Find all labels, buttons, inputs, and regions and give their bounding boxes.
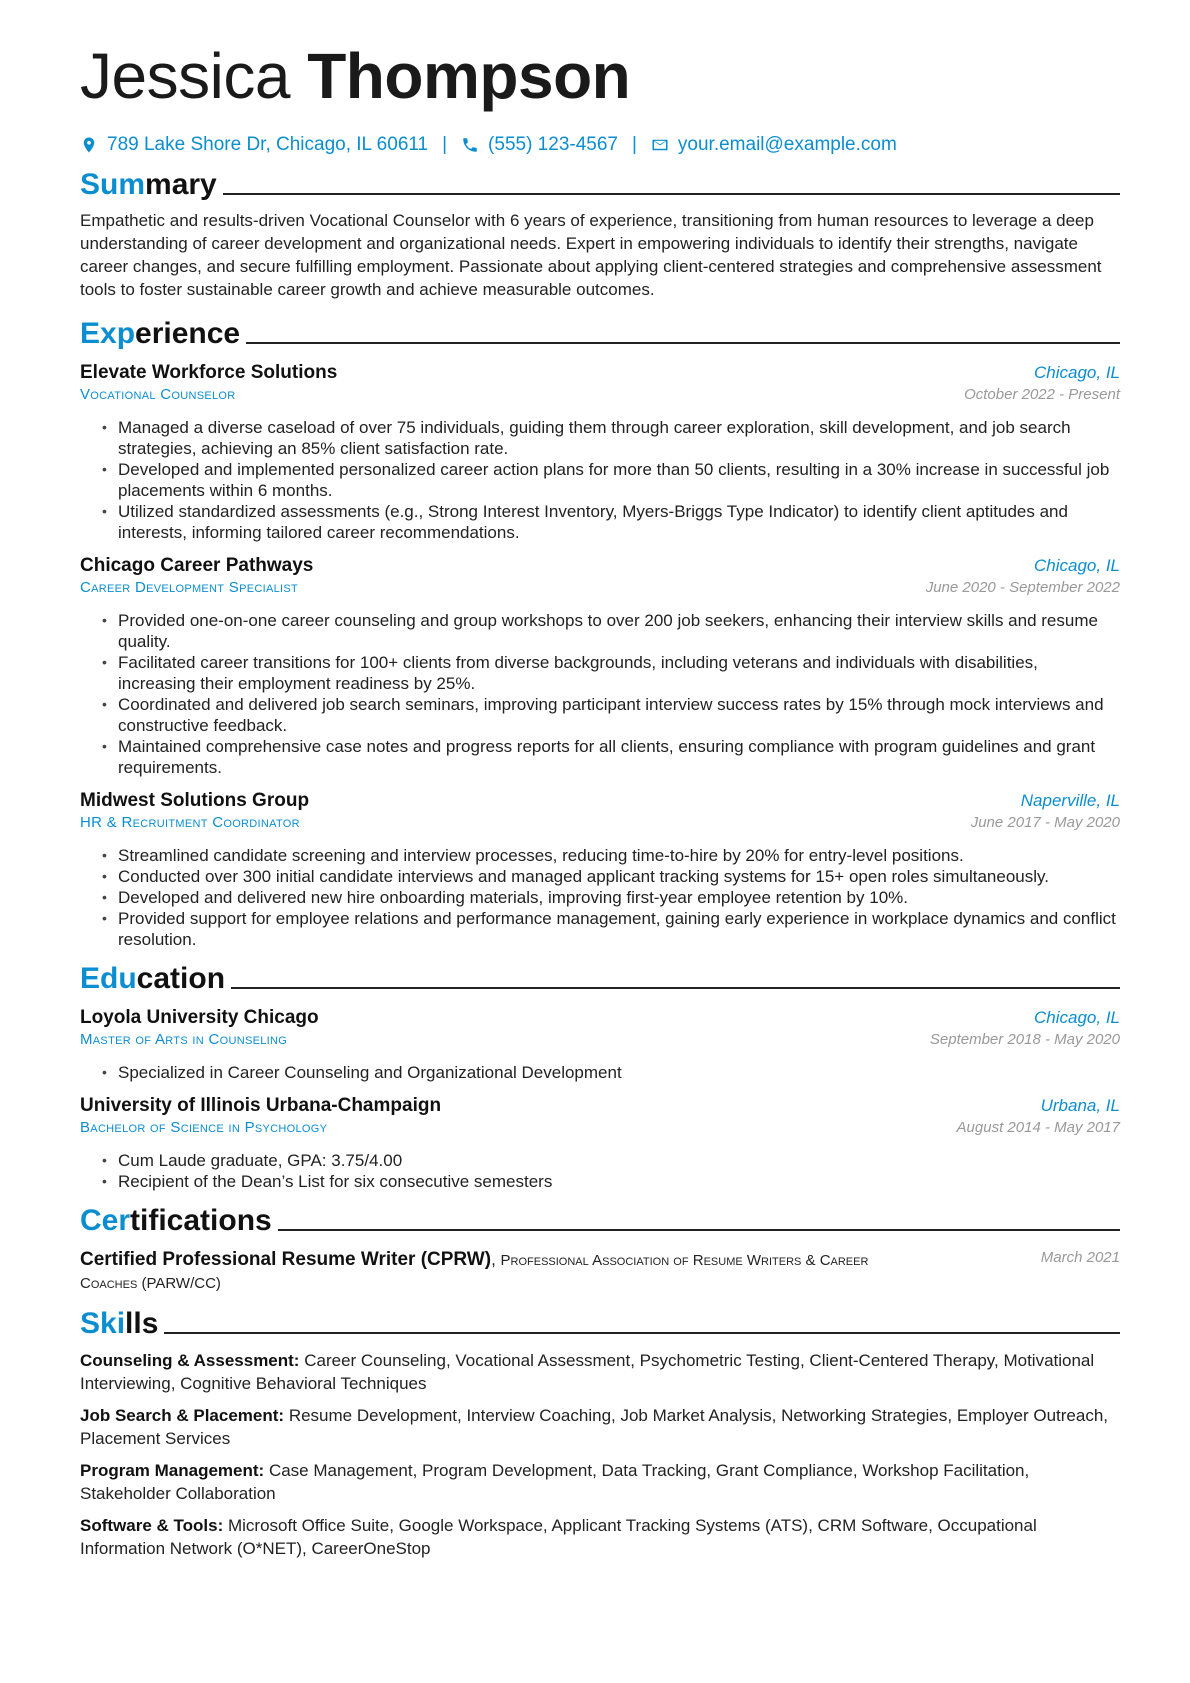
certification-issuer: Professional Association of Resume Writers & Career Coaches (PARW/CC) bbox=[80, 1252, 869, 1292]
education-heading: Education bbox=[80, 962, 226, 995]
skill-row bbox=[80, 1349, 1120, 1395]
skill-values: Career Counseling, Vocational Assessment, Psychometric Testing, Client-Centered Therapy, Motivational Interviewing, Cognitive Behavioral Techniques bbox=[80, 1351, 1095, 1393]
email-link[interactable]: your.email@example.com bbox=[677, 134, 897, 155]
skill-row bbox=[80, 1514, 1120, 1560]
phone-item[interactable] bbox=[461, 134, 618, 156]
education-section-heading bbox=[80, 962, 1120, 995]
bullet-item: • Provided support for employee relations and performance management, gaining early experience in workplace dynamics and conflict resolution. bbox=[118, 908, 1120, 950]
entry-dates: June 2020 - September 2022 bbox=[925, 579, 1120, 596]
entry-header bbox=[80, 362, 1120, 384]
education-entry bbox=[80, 1095, 1120, 1192]
entry-subheader bbox=[80, 814, 1120, 831]
experience-section-heading bbox=[80, 317, 1120, 350]
entry-bullets bbox=[80, 1150, 1120, 1192]
summary-text: Empathetic and results-driven Vocational Counselor with 6 years of experience, transitioning from human resources to leverage a deep understanding of career development and organizational needs. Expert in empowering individuals to identify their strengths, navigate career changes, and secure fulfilling employment. Passionate about applying client-centered strategies and comprehensive assessment tools to foster sustainable career growth and achieve measurable outcomes. bbox=[80, 211, 1102, 299]
entry-dates: September 2018 - May 2020 bbox=[929, 1031, 1120, 1048]
organization-name: Midwest Solutions Group bbox=[80, 790, 310, 811]
bullet-item: • Facilitated career transitions for 100+ clients from diverse backgrounds, including veterans and individuals with disabilities, increasing their employment readiness by 25%. bbox=[118, 652, 1120, 694]
section-rule bbox=[164, 1332, 1120, 1334]
contact-line bbox=[80, 134, 1120, 156]
entry-bullets bbox=[80, 1062, 1120, 1083]
skill-row bbox=[80, 1404, 1120, 1450]
section-rule bbox=[223, 193, 1120, 195]
organization-name: Chicago Career Pathways bbox=[80, 555, 314, 576]
entry-header bbox=[80, 1095, 1120, 1117]
contact-separator: | bbox=[631, 134, 637, 155]
experience-entry bbox=[80, 790, 1120, 950]
bullet-item: • Managed a diverse caseload of over 75 individuals, guiding them through career exploration, skill development, and job search strategies, achieving an 85% client satisfaction rate. bbox=[118, 417, 1120, 459]
phone-text: (555) 123-4567 bbox=[488, 134, 618, 155]
entry-role: Master of Arts in Counseling bbox=[80, 1031, 288, 1048]
entry-bullets bbox=[80, 610, 1120, 778]
experience-entry bbox=[80, 555, 1120, 778]
skills-heading: Skills bbox=[80, 1307, 159, 1340]
skill-values: Resume Development, Interview Coaching, Job Market Analysis, Networking Strategies, Employer Outreach, Placement Services bbox=[80, 1406, 1109, 1448]
bullet-item: • Recipient of the Dean’s List for six consecutive semesters bbox=[118, 1171, 1120, 1192]
entry-role: Vocational Counselor bbox=[80, 386, 236, 403]
candidate-name bbox=[80, 40, 1120, 112]
email-item[interactable] bbox=[651, 134, 897, 156]
organization-name: Loyola University Chicago bbox=[80, 1007, 319, 1028]
experience-list bbox=[80, 362, 1120, 950]
entry-role: HR & Recruitment Coordinator bbox=[80, 814, 300, 831]
education-entry bbox=[80, 1007, 1120, 1083]
bullet-item: • Utilized standardized assessments (e.g., Strong Interest Inventory, Myers-Briggs Type Indicator) to identify client aptitudes and interests, informing tailored career recommendations. bbox=[118, 501, 1120, 543]
bullet-item: • Developed and implemented personalized career action plans for more than 50 clients, resulting in a 30% increase in successful job placements within 6 months. bbox=[118, 459, 1120, 501]
certification-name: Certified Professional Resume Writer (CPRW) bbox=[80, 1249, 492, 1270]
skill-category: Program Management: bbox=[80, 1461, 265, 1480]
bullet-item: • Conducted over 300 initial candidate interviews and managed applicant tracking systems for 15+ open roles simultaneously. bbox=[118, 866, 1120, 887]
entry-subheader bbox=[80, 1031, 1120, 1048]
envelope-icon bbox=[651, 136, 669, 154]
entry-bullets bbox=[80, 845, 1120, 950]
entry-location: Naperville, IL bbox=[1020, 791, 1120, 810]
certifications-section-heading bbox=[80, 1204, 1120, 1237]
summary-section-heading bbox=[80, 168, 1120, 201]
organization-name: Elevate Workforce Solutions bbox=[80, 362, 338, 383]
entry-location: Chicago, IL bbox=[1034, 363, 1120, 382]
skill-values: Case Management, Program Development, Data Tracking, Grant Compliance, Workshop Facilitation, Stakeholder Collaboration bbox=[80, 1461, 1030, 1503]
skills-list bbox=[80, 1349, 1120, 1560]
bullet-item: • Coordinated and delivered job search seminars, improving participant interview success rates by 15% through mock interviews and constructive feedback. bbox=[118, 694, 1120, 736]
education-list bbox=[80, 1007, 1120, 1192]
entry-location: Chicago, IL bbox=[1034, 1008, 1120, 1027]
experience-heading: Experience bbox=[80, 317, 241, 350]
entry-location: Chicago, IL bbox=[1034, 556, 1120, 575]
entry-subheader bbox=[80, 386, 1120, 403]
last-name: Thompson bbox=[307, 40, 631, 112]
certification-date: March 2021 bbox=[1040, 1249, 1120, 1266]
entry-role: Bachelor of Science in Psychology bbox=[80, 1119, 328, 1136]
entry-role: Career Development Specialist bbox=[80, 579, 299, 596]
entry-location: Urbana, IL bbox=[1040, 1096, 1120, 1115]
address-text: 789 Lake Shore Dr, Chicago, IL 60611 bbox=[107, 134, 429, 155]
entry-subheader bbox=[80, 579, 1120, 596]
entry-header bbox=[80, 1007, 1120, 1029]
section-rule bbox=[231, 987, 1120, 989]
bullet-item: • Cum Laude graduate, GPA: 3.75/4.00 bbox=[118, 1150, 1120, 1171]
contact-separator: | bbox=[442, 134, 448, 155]
map-pin-icon bbox=[80, 136, 98, 154]
bullet-item: • Developed and delivered new hire onboarding materials, improving first-year employee retention by 10%. bbox=[118, 887, 1120, 908]
entry-dates: June 2017 - May 2020 bbox=[970, 814, 1120, 831]
skill-values: Microsoft Office Suite, Google Workspace, Applicant Tracking Systems (ATS), CRM Software, Occupational Information Network (O*NET), CareerOneStop bbox=[80, 1516, 1037, 1558]
certification-item bbox=[80, 1249, 1120, 1295]
section-rule bbox=[278, 1229, 1120, 1231]
skill-category: Software & Tools: bbox=[80, 1516, 224, 1535]
address-item bbox=[80, 134, 428, 156]
section-rule bbox=[246, 342, 1120, 344]
certifications-heading: Certifications bbox=[80, 1204, 272, 1237]
bullet-item: • Maintained comprehensive case notes and progress reports for all clients, ensuring compliance with program guidelines and grant requirements. bbox=[118, 736, 1120, 778]
entry-header bbox=[80, 555, 1120, 577]
summary-heading: Summary bbox=[80, 168, 217, 201]
entry-subheader bbox=[80, 1119, 1120, 1136]
entry-dates: October 2022 - Present bbox=[964, 386, 1120, 403]
bullet-item: • Streamlined candidate screening and interview processes, reducing time-to-hire by 20% for entry-level positions. bbox=[118, 845, 1120, 866]
certification-details: Certified Professional Resume Writer (CPRW), Professional Association of Resume Writers & Career Coaches (PARW/CC) bbox=[80, 1249, 869, 1292]
entry-header bbox=[80, 790, 1120, 812]
skill-row bbox=[80, 1459, 1120, 1505]
bullet-item: • Specialized in Career Counseling and Organizational Development bbox=[118, 1062, 1120, 1083]
bullet-item: • Provided one-on-one career counseling and group workshops to over 200 job seekers, enhancing their interview skills and resume quality. bbox=[118, 610, 1120, 652]
skills-section-heading bbox=[80, 1307, 1120, 1340]
organization-name: University of Illinois Urbana-Champaign bbox=[80, 1095, 442, 1116]
phone-icon bbox=[461, 136, 479, 154]
entry-dates: August 2014 - May 2017 bbox=[956, 1119, 1120, 1136]
skill-category: Job Search & Placement: bbox=[80, 1406, 285, 1425]
experience-entry bbox=[80, 362, 1120, 543]
skill-category: Counseling & Assessment: bbox=[80, 1351, 300, 1370]
entry-bullets bbox=[80, 417, 1120, 543]
first-name: Jessica bbox=[80, 40, 290, 112]
